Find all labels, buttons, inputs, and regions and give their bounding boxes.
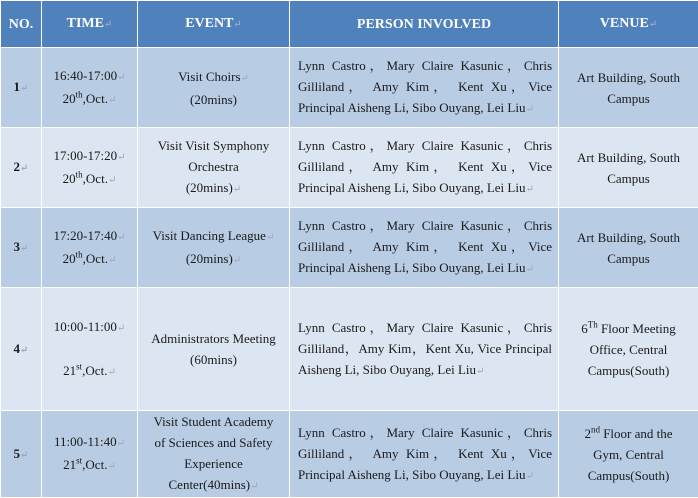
row-number: 1↵ [1,48,42,128]
row-persons: Lynn Castro，Mary Claire Kasunic，Chris Gilliland， Amy Kim， Kent Xu，Vice Principal Aisheng Li, Sibo Ouyang, Lei Liu↵ [290,48,559,128]
table-row [1,288,698,411]
row-event: Visit Choirs↵ (20mins) [138,48,290,128]
row-event: Visit Visit Symphony Orchestra (20mins)↵ [138,128,290,208]
row-persons: Lynn Castro，Mary Claire Kasunic，Chris Gilliland， Amy Kim， Kent Xu，Vice Principal Aisheng Li, Sibo Ouyang, Lei Liu↵ [290,128,559,208]
table-row [1,208,698,288]
row-number: 5↵ [1,411,42,498]
table-row [1,128,698,208]
table-row [1,411,698,498]
row-number: 4↵ [1,288,42,411]
row-persons: Lynn Castro，Mary Claire Kasunic，Chris Gilliland，Amy Kim，Kent Xu, Vice Principal Aisheng Li, Sibo Ouyang, Lei Liu↵ [290,288,559,411]
row-event: Visit Dancing League↵ (20mins)↵ [138,208,290,288]
row-venue: 6Th Floor Meeting Office, Central Campus(South) [559,288,698,411]
row-number: 2↵ [1,128,42,208]
header-no: NO. [1,1,42,48]
row-number: 3↵ [1,208,42,288]
row-venue: Art Building, South Campus [559,208,698,288]
row-venue: 2nd Floor and the Gym, Central Campus(South) [559,411,698,498]
row-time: 11:00-11:40↵ 21st,Oct.↵ [42,411,138,498]
header-venue: VENUE↵ [559,1,698,48]
row-venue: Art Building, South Campus [559,48,698,128]
row-venue: Art Building, South Campus [559,128,698,208]
header-row [1,1,698,48]
row-time: 17:20-17:40↵ 20th,Oct.↵ [42,208,138,288]
row-time: 17:00-17:20↵ 20th,Oct.↵ [42,128,138,208]
row-event: Administrators Meeting (60mins) [138,288,290,411]
row-persons: Lynn Castro，Mary Claire Kasunic，Chris Gilliland， Amy Kim， Kent Xu，Vice Principal Aisheng Li, Sibo Ouyang, Lei Liu↵ [290,208,559,288]
header-person: PERSON INVOLVED [290,1,559,48]
row-persons: Lynn Castro，Mary Claire Kasunic，Chris Gilliland， Amy Kim， Kent Xu，Vice Principal Aisheng Li, Sibo Ouyang, Lei Liu↵ [290,411,559,498]
row-time: 10:00-11:00↵ 21st,Oct.↵ [42,288,138,411]
table-row [1,48,698,128]
row-time: 16:40-17:00↵ 20th,Oct.↵ [42,48,138,128]
row-event: Visit Student Academy of Sciences and Safety Experience Center(40mins)↵ [138,411,290,498]
header-event: EVENT↵ [138,1,290,48]
header-time: TIME↵ [42,1,138,48]
